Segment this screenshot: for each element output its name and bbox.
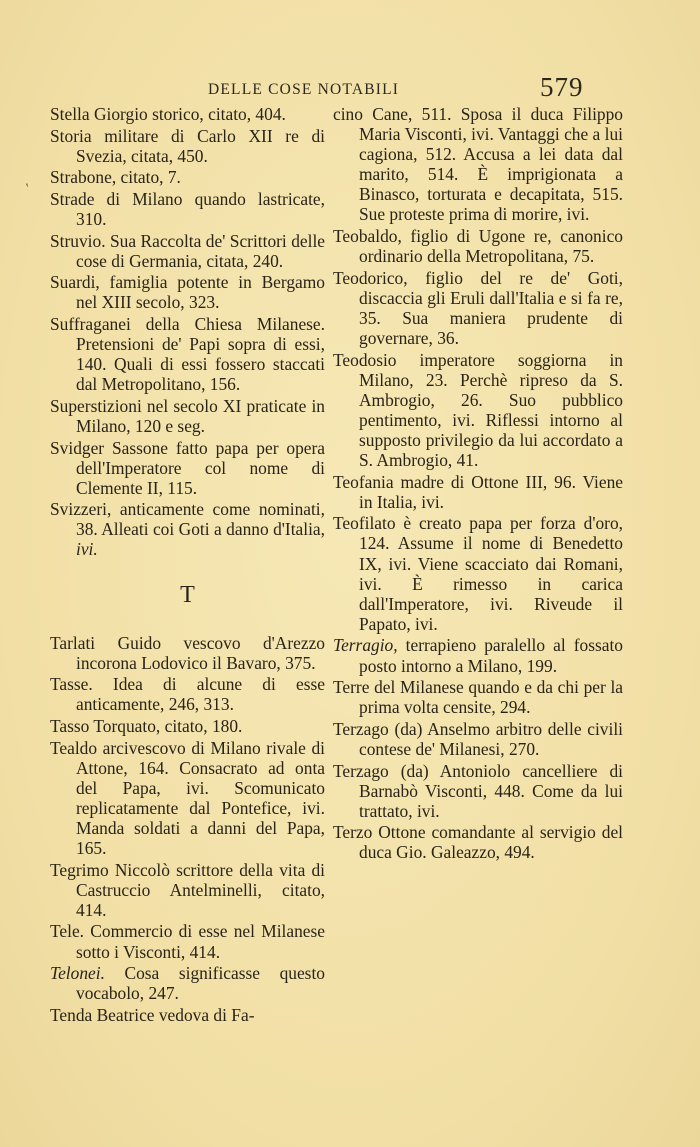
right-column	[333, 104, 623, 864]
entry-text: cino Cane, 511. Sposa il duca Filippo Maria Visconti, ivi. Vantaggi che a lui cagiona, 512. Accusa a lei data dal marito, 514. È imprigionata a Binasco, torturata e decapitata, 515. Sue proteste prima di morire, ivi.	[333, 104, 623, 225]
index-entry	[50, 860, 325, 920]
left-column	[50, 104, 325, 1026]
index-entry	[50, 1005, 325, 1025]
entry-text: Svidger Sassone fatto papa per opera dell'Imperatore col nome di Clemente II, 115.	[50, 437, 325, 498]
index-entry	[50, 167, 325, 187]
entry-text: Strabone, citato, 7.	[50, 167, 181, 188]
index-entry	[50, 189, 325, 229]
entry-text: Svizzeri, anticamente come nominati, 38. Alleati coi Goti a danno d'Italia,	[50, 499, 325, 540]
entry-text: Terzago (da) Anselmo arbitro delle civili contese de' Milanesi, 270.	[333, 718, 623, 759]
entry-text: Terzo Ottone comandante al servigio del duca Gio. Galeazzo, 494.	[333, 822, 623, 863]
index-entry	[50, 104, 325, 124]
page-number: 579	[540, 72, 584, 102]
index-entry	[50, 963, 325, 1003]
entry-text: Tegrimo Niccolò scrittore della vita di Castruccio Antelminelli, citato, 414.	[50, 859, 325, 920]
entry-text: Tarlati Guido vescovo d'Arezzo incorona Lodovico il Bavaro, 375.	[50, 632, 325, 673]
entry-text: Teobaldo, figlio di Ugone re, canonico ordinario della Metropolitana, 75.	[333, 226, 623, 267]
entry-text: Tasse. Idea di alcune di esse anticamente, 246, 313.	[50, 674, 325, 715]
entry-text: Tele. Commercio di esse nel Milanese sotto i Visconti, 414.	[50, 921, 325, 962]
entry-text: Tealdo arcivescovo di Milano rivale di Attone, 164. Consacrato ad onta del Papa, ivi. Scomunicato replicatamente dal Pontefice, ivi. Manda soldati a danni del Papa, 165.	[50, 737, 325, 859]
index-entry	[333, 761, 623, 821]
entry-text: Storia militare di Carlo XII re di Svezia, citata, 450.	[50, 125, 325, 166]
index-entry	[50, 738, 325, 859]
entry-text: Teofania madre di Ottone III, 96. Viene in Italia, ivi.	[333, 471, 623, 512]
entry-text: Teodorico, figlio del re de' Goti, discaccia gli Eruli dall'Italia e si fa re, 35. Sua maniera prudente di governare, 36.	[333, 267, 623, 349]
index-entry	[50, 674, 325, 714]
entry-text: Tasso Torquato, citato, 180.	[50, 716, 243, 737]
entry-text: Suardi, famiglia potente in Bergamo nel XIII secolo, 323.	[50, 272, 325, 313]
entry-headword: Terragio,	[333, 635, 398, 656]
entry-text: Suffraganei della Chiesa Milanese. Pretensioni de' Papi sopra di essi, 140. Quali di essi fossero staccati dal Metropolitano, 156.	[50, 313, 325, 395]
index-entry	[333, 268, 623, 348]
entry-text: Teofilato è creato papa per forza d'oro, 124. Assume il nome di Benedetto IX, ivi. Viene scacciato dai Romani, ivi. È rimesso in carica dall'Imperatore, ivi. Riveude il Papato, ivi.	[333, 513, 623, 634]
index-entry	[50, 314, 325, 394]
index-entry	[333, 226, 623, 266]
entry-text: Cosa significasse questo vocabolo, 247.	[76, 963, 325, 1004]
index-entry	[333, 719, 623, 759]
entry-headword: Telonei.	[50, 963, 105, 984]
index-entry	[333, 635, 623, 675]
index-entry	[50, 126, 325, 166]
index-entry	[333, 472, 623, 512]
entry-reference: ivi.	[76, 539, 98, 560]
running-head: DELLE COSE NOTABILI	[208, 81, 400, 98]
index-entry	[50, 499, 325, 559]
entry-text: Strade di Milano quando lastricate, 310.	[50, 188, 325, 229]
page-header	[0, 72, 700, 106]
index-entry	[50, 633, 325, 673]
entry-text: Struvio. Sua Raccolta de' Scrittori delle cose di Germania, citata, 240.	[50, 230, 325, 271]
entry-text: Teodosio imperatore soggiorna in Milano, 23. Perchè ripreso da S. Ambrogio, 26. Suo pubblico pentimento, ivi. Riflessi intorno al supposto privilegio da lui accordato a S. Ambrogio, 41.	[333, 349, 623, 471]
index-entry	[50, 396, 325, 436]
margin-mark: ′	[24, 181, 35, 196]
index-entry	[50, 272, 325, 312]
index-entry	[50, 438, 325, 498]
index-entry	[333, 350, 623, 471]
index-entry	[333, 677, 623, 717]
index-entry	[50, 921, 325, 961]
index-entry	[333, 513, 623, 634]
index-entry	[50, 716, 325, 736]
entry-text: Tenda Beatrice vedova di Fa-	[50, 1004, 255, 1025]
index-entry	[50, 231, 325, 271]
entry-text: Terzago (da) Antoniolo cancelliere di Barnabò Visconti, 448. Come da lui trattato, ivi.	[333, 760, 623, 821]
entry-text: Stella Giorgio storico, citato, 404.	[50, 104, 286, 124]
entry-text: Superstizioni nel secolo XI praticate in Milano, 120 e seg.	[50, 395, 325, 436]
section-letter: T	[180, 581, 195, 608]
index-entry	[333, 104, 623, 225]
entry-text: Terre del Milanese quando e da chi per la prima volta censite, 294.	[333, 677, 623, 718]
entry-text: terrapieno paralello al fossato posto intorno a Milano, 199.	[359, 635, 623, 676]
index-entry	[333, 822, 623, 862]
